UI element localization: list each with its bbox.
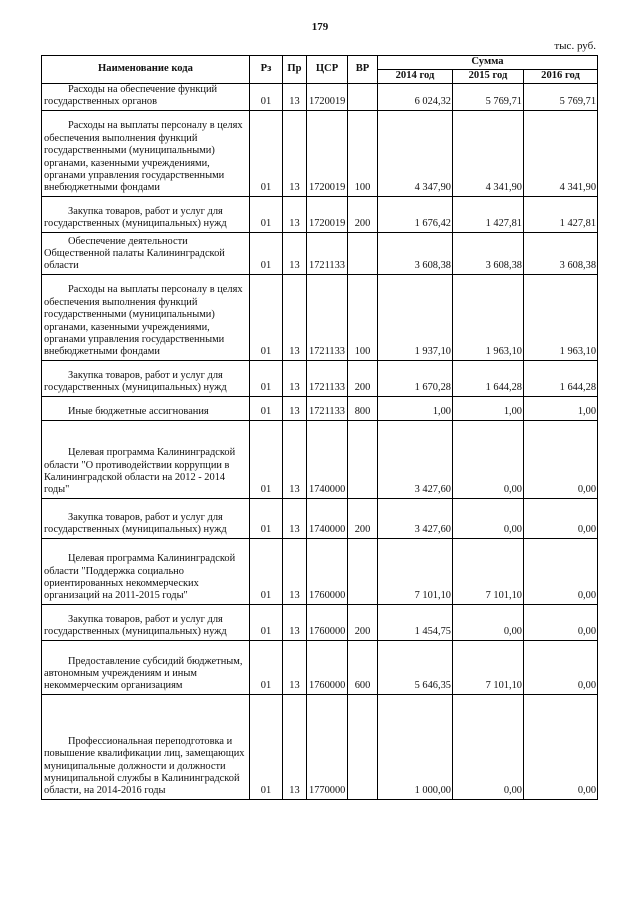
row-name — [42, 538, 250, 604]
row-value-2016: 4 341,90 — [524, 110, 598, 196]
table-row — [42, 360, 598, 396]
row-rz: 01 — [250, 604, 283, 640]
row-pr: 13 — [283, 640, 307, 694]
row-name-text: Закупка товаров, работ и услуг для государственных (муниципальных) нужд — [44, 614, 227, 638]
header-vr: ВР — [348, 56, 378, 84]
row-csr: 1721133 — [307, 232, 348, 274]
row-csr: 1760000 — [307, 640, 348, 694]
row-value-2014: 3 608,38 — [378, 232, 453, 274]
table-row — [42, 196, 598, 232]
row-value-2015: 0,00 — [453, 694, 524, 799]
row-name-text: Целевая программа Калининградской области "О противодействии коррупции в Калининградской области на 2012 - 2014 годы" — [44, 447, 236, 496]
row-csr: 1721133 — [307, 274, 348, 360]
row-pr: 13 — [283, 232, 307, 274]
row-vr — [348, 84, 378, 111]
row-pr: 13 — [283, 420, 307, 498]
row-name-text: Закупка товаров, работ и услуг для государственных (муниципальных) нужд — [44, 512, 227, 536]
row-pr: 13 — [283, 274, 307, 360]
row-name-text: Целевая программа Калининградской области "Поддержка социально ориентированных некоммерческих организаций на 2011-2015 годы" — [44, 553, 236, 602]
row-name-text: Предоставление субсидий бюджетным, автономным учреждениям и иным некоммерческим организациям — [44, 655, 243, 692]
row-value-2014: 7 101,10 — [378, 538, 453, 604]
row-vr: 200 — [348, 604, 378, 640]
row-value-2015: 1 427,81 — [453, 196, 524, 232]
row-value-2014: 1,00 — [378, 396, 453, 420]
row-csr: 1740000 — [307, 420, 348, 498]
header-year-2014: 2014 год — [378, 70, 453, 84]
row-value-2014: 3 427,60 — [378, 420, 453, 498]
row-rz: 01 — [250, 110, 283, 196]
row-value-2014: 1 937,10 — [378, 274, 453, 360]
row-value-2016: 0,00 — [524, 498, 598, 538]
row-name — [42, 110, 250, 196]
row-name — [42, 274, 250, 360]
row-name — [42, 640, 250, 694]
row-csr: 1720019 — [307, 196, 348, 232]
row-rz: 01 — [250, 232, 283, 274]
row-value-2014: 1 000,00 — [378, 694, 453, 799]
row-pr: 13 — [283, 84, 307, 111]
row-name — [42, 498, 250, 538]
row-value-2015: 1 963,10 — [453, 274, 524, 360]
row-name — [42, 604, 250, 640]
header-year-2015: 2015 год — [453, 70, 524, 84]
row-value-2014: 1 454,75 — [378, 604, 453, 640]
row-rz: 01 — [250, 420, 283, 498]
row-value-2015: 7 101,10 — [453, 640, 524, 694]
row-value-2016: 0,00 — [524, 694, 598, 799]
row-csr: 1740000 — [307, 498, 348, 538]
row-pr: 13 — [283, 360, 307, 396]
table-row — [42, 694, 598, 799]
table-row — [42, 232, 598, 274]
row-pr: 13 — [283, 694, 307, 799]
row-pr: 13 — [283, 538, 307, 604]
row-name-text: Расходы на выплаты персоналу в целях обеспечения выполнения функций государственными (муниципальными) органами, казенными учреждениями, органами управления государственными внебюджетными фондами — [44, 120, 243, 194]
row-csr: 1721133 — [307, 396, 348, 420]
row-rz: 01 — [250, 694, 283, 799]
table-row — [42, 498, 598, 538]
row-name-text: Расходы на выплаты персоналу в целях обеспечения выполнения функций государственными (муниципальными) органами, казенными учреждениями, органами управления государственными внебюджетными фондами — [44, 284, 243, 358]
row-csr: 1721133 — [307, 360, 348, 396]
row-rz: 01 — [250, 84, 283, 111]
row-vr: 200 — [348, 498, 378, 538]
row-value-2016: 5 769,71 — [524, 84, 598, 111]
row-vr: 200 — [348, 196, 378, 232]
row-name-text: Обеспечение деятельности Общественной палаты Калининградской области — [44, 235, 225, 272]
row-vr — [348, 232, 378, 274]
row-pr: 13 — [283, 498, 307, 538]
row-name-text: Закупка товаров, работ и услуг для государственных (муниципальных) нужд — [44, 370, 227, 394]
row-vr: 800 — [348, 396, 378, 420]
row-name — [42, 232, 250, 274]
table-row — [42, 84, 598, 111]
header-rz: Рз — [250, 56, 283, 84]
row-vr — [348, 420, 378, 498]
table-row — [42, 420, 598, 498]
header-year-2016: 2016 год — [524, 70, 598, 84]
table-row — [42, 396, 598, 420]
table-row — [42, 640, 598, 694]
row-csr: 1720019 — [307, 110, 348, 196]
row-value-2015: 4 341,90 — [453, 110, 524, 196]
row-value-2016: 1 963,10 — [524, 274, 598, 360]
row-vr: 100 — [348, 110, 378, 196]
table-row — [42, 538, 598, 604]
row-rz: 01 — [250, 196, 283, 232]
row-name-text: Закупка товаров, работ и услуг для государственных (муниципальных) нужд — [44, 206, 227, 230]
row-value-2014: 4 347,90 — [378, 110, 453, 196]
row-rz: 01 — [250, 640, 283, 694]
row-rz: 01 — [250, 498, 283, 538]
row-csr: 1720019 — [307, 84, 348, 111]
row-value-2016: 0,00 — [524, 420, 598, 498]
table-row — [42, 604, 598, 640]
row-csr: 1760000 — [307, 604, 348, 640]
row-value-2014: 1 670,28 — [378, 360, 453, 396]
row-name-text: Иные бюджетные ассигнования — [68, 406, 209, 418]
row-value-2016: 3 608,38 — [524, 232, 598, 274]
header-csr: ЦСР — [307, 56, 348, 84]
row-value-2016: 0,00 — [524, 538, 598, 604]
row-pr: 13 — [283, 196, 307, 232]
row-vr: 100 — [348, 274, 378, 360]
row-value-2015: 1,00 — [453, 396, 524, 420]
row-pr: 13 — [283, 604, 307, 640]
row-value-2014: 3 427,60 — [378, 498, 453, 538]
row-name-text: Профессиональная переподготовка и повышение квалификации лиц, замещающих муниципальные должности и должности муниципальной службы в Калининградской области, на 2014-2016 годы — [44, 735, 245, 797]
row-name — [42, 196, 250, 232]
budget-table — [41, 55, 598, 800]
row-rz: 01 — [250, 396, 283, 420]
row-rz: 01 — [250, 538, 283, 604]
row-csr: 1760000 — [307, 538, 348, 604]
row-value-2015: 0,00 — [453, 604, 524, 640]
table-row — [42, 274, 598, 360]
row-value-2016: 1 427,81 — [524, 196, 598, 232]
row-pr: 13 — [283, 396, 307, 420]
page-number: 179 — [311, 21, 329, 33]
row-value-2015: 0,00 — [453, 498, 524, 538]
row-csr: 1770000 — [307, 694, 348, 799]
row-rz: 01 — [250, 360, 283, 396]
table-row — [42, 110, 598, 196]
row-value-2014: 1 676,42 — [378, 196, 453, 232]
row-value-2015: 0,00 — [453, 420, 524, 498]
row-vr — [348, 694, 378, 799]
row-name — [42, 420, 250, 498]
row-value-2015: 5 769,71 — [453, 84, 524, 111]
row-value-2015: 1 644,28 — [453, 360, 524, 396]
row-rz: 01 — [250, 274, 283, 360]
header-name: Наименование кода — [42, 56, 250, 84]
row-name-text: Расходы на обеспечение функций государственных органов — [44, 84, 218, 108]
units-label: тыс. руб. — [554, 40, 596, 52]
row-value-2016: 1 644,28 — [524, 360, 598, 396]
row-vr: 200 — [348, 360, 378, 396]
row-value-2014: 5 646,35 — [378, 640, 453, 694]
row-value-2015: 3 608,38 — [453, 232, 524, 274]
row-pr: 13 — [283, 110, 307, 196]
row-vr: 600 — [348, 640, 378, 694]
row-name — [42, 396, 250, 420]
row-value-2014: 6 024,32 — [378, 84, 453, 111]
row-name — [42, 84, 250, 111]
row-value-2015: 7 101,10 — [453, 538, 524, 604]
row-value-2016: 1,00 — [524, 396, 598, 420]
row-vr — [348, 538, 378, 604]
row-value-2016: 0,00 — [524, 640, 598, 694]
row-value-2016: 0,00 — [524, 604, 598, 640]
header-pr: Пр — [283, 56, 307, 84]
row-name — [42, 694, 250, 799]
header-sum: Сумма — [378, 56, 598, 70]
row-name — [42, 360, 250, 396]
